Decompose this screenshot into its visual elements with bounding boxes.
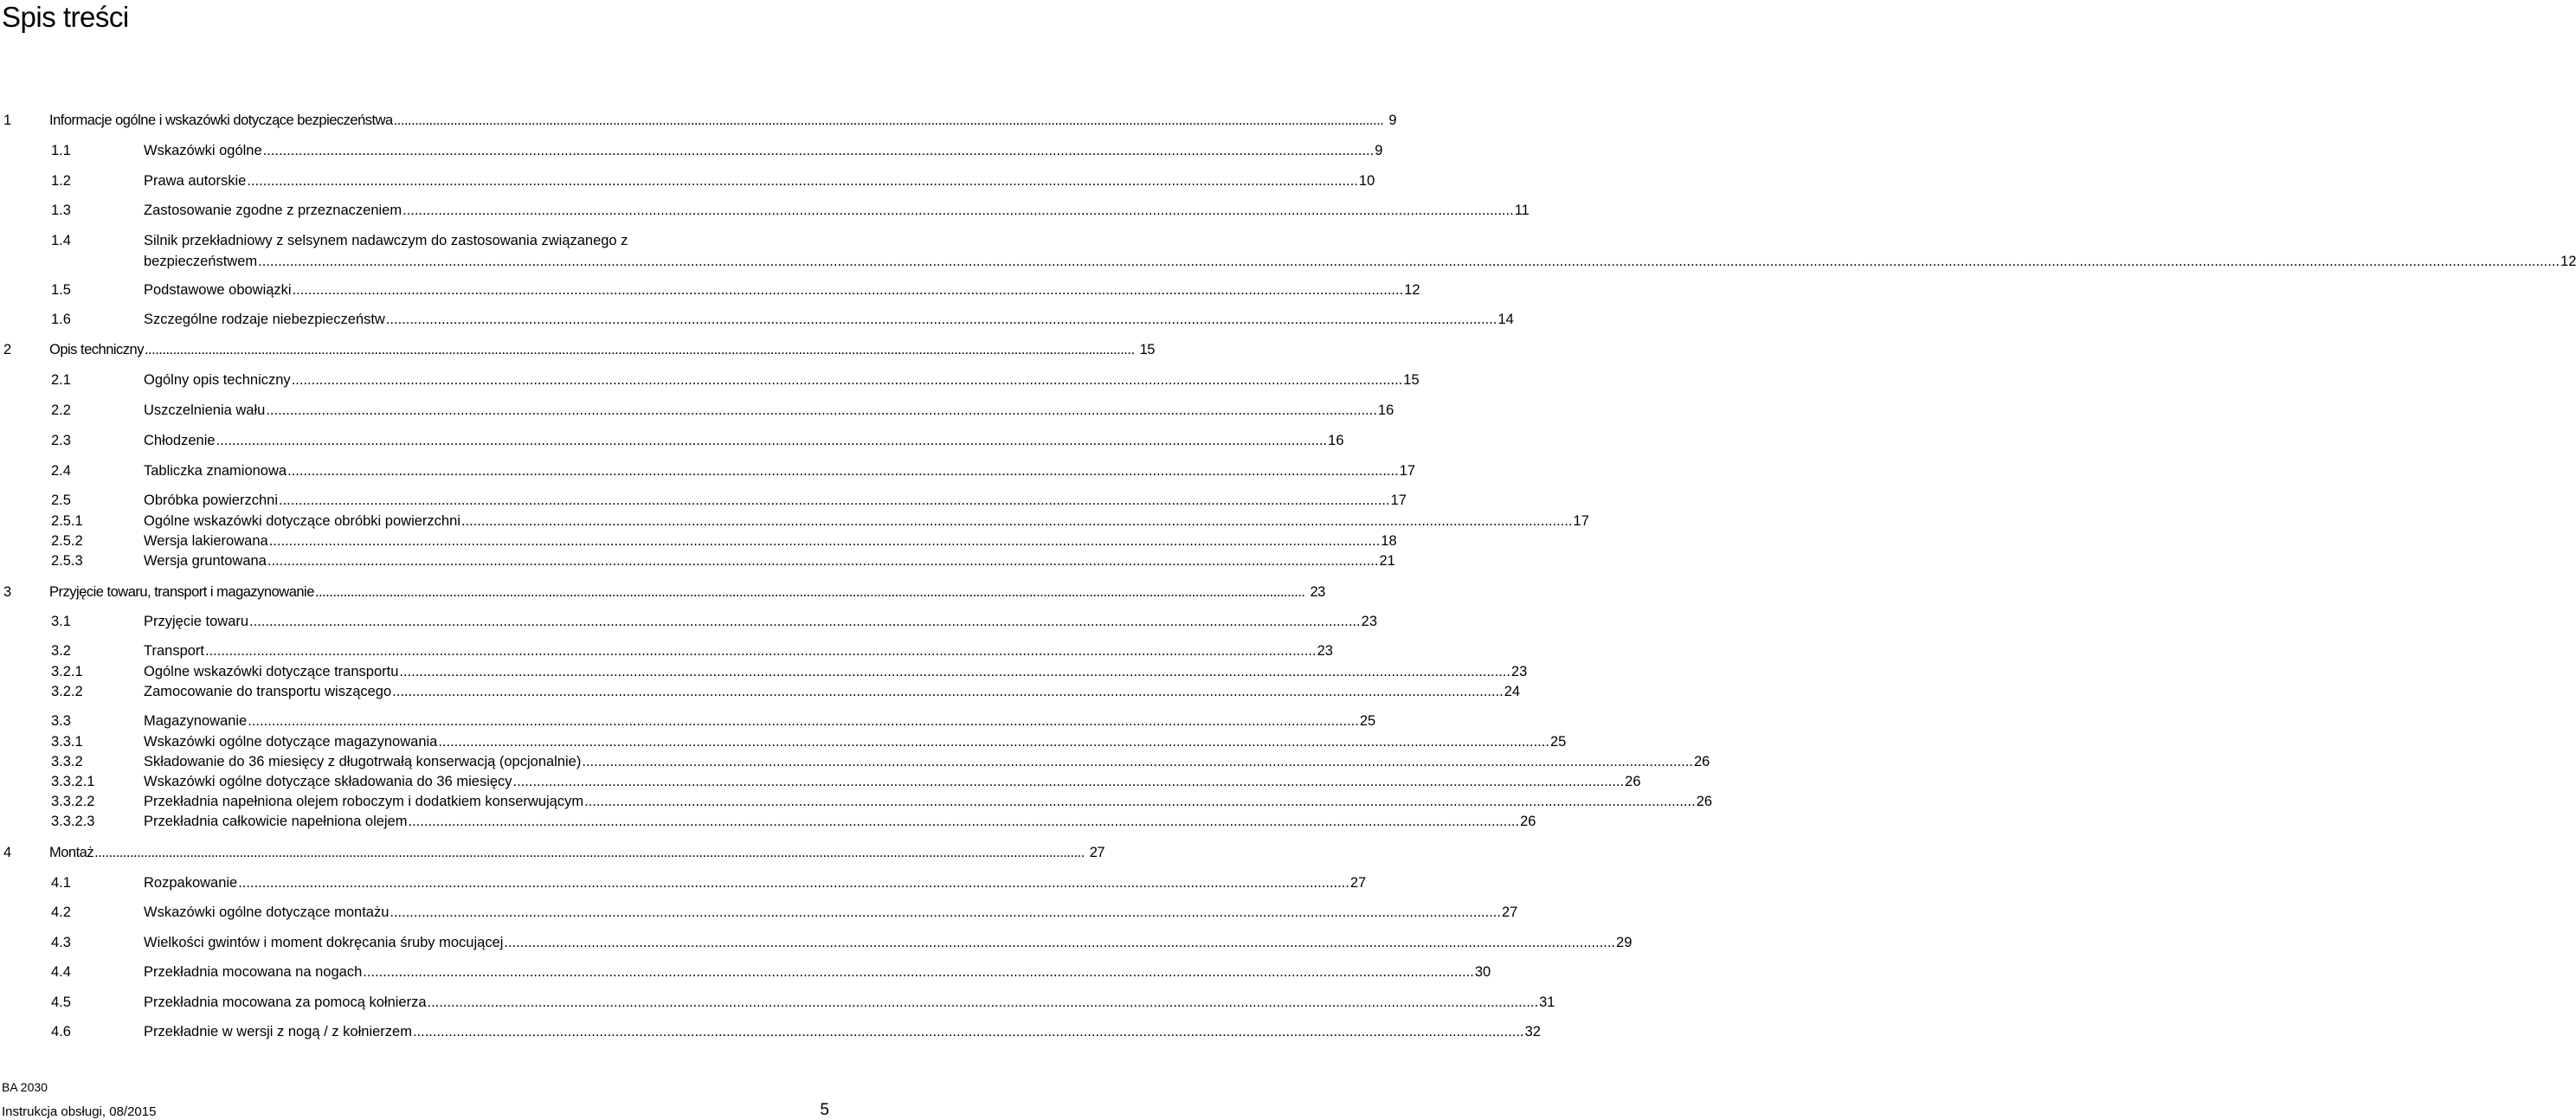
toc-entry-3-2-1[interactable] (0, 661, 1528, 682)
toc-title: Wskazówki ogólne (144, 143, 262, 158)
toc-title: Magazynowanie (144, 713, 248, 729)
toc-number: 1 (3, 113, 11, 128)
toc-title: Szczególne rodzaje niebezpieczeństw (144, 312, 385, 327)
toc-number: 1.4 (51, 233, 71, 248)
toc-number: 4.4 (51, 964, 71, 980)
toc-page: 23 (1510, 664, 1528, 679)
toc-page: 17 (1390, 492, 1407, 508)
toc-page: 30 (1474, 964, 1491, 980)
toc-title: Przekładnia mocowana na nogach (144, 964, 363, 980)
toc-title-line2: bezpieczeństwem (144, 254, 258, 269)
toc-entry-1-4[interactable]: 1.4 Silnik przekładniowy z selsynem nadawczym do zastosowania związanego z bezpieczeństwem ............................................................................................................................................................................................................................................................................................................ ..... 12 (0, 230, 831, 272)
toc-number: 3.3.2.1 (51, 774, 95, 789)
toc-title: Ogólne wskazówki dotyczące transportu (144, 664, 399, 679)
toc-entry-2-5-3[interactable] (0, 550, 1395, 571)
toc-title: Transport (144, 643, 204, 659)
toc-page: 32 (1524, 1024, 1541, 1040)
toc-entry-1-1[interactable] (0, 140, 1383, 161)
toc-title: Przekładnia całkowicie napełniona olejem (144, 814, 408, 829)
toc-number: 3.3 (51, 713, 71, 729)
toc-number: 2.5.1 (51, 513, 83, 529)
toc-number: 2.3 (51, 433, 71, 448)
toc-page: 16 (1377, 402, 1394, 418)
toc-title: Przyjęcie towaru, transport i magazynowanie (49, 584, 314, 600)
toc-page: 17 (1573, 513, 1589, 529)
toc-entry-3-3-2-1[interactable] (0, 771, 1641, 792)
toc-number: 4 (3, 845, 11, 860)
toc-page: 24 (1504, 684, 1521, 699)
toc-title: Przekładnia napełniona olejem roboczym i dodatkiem konserwującym (144, 794, 584, 809)
toc-page: 10 (1358, 173, 1375, 189)
toc-number: 2.5.2 (51, 533, 83, 549)
toc-entry-1-3[interactable] (0, 200, 1530, 221)
toc-page: 26 (1520, 814, 1536, 829)
toc-entry-1-5[interactable] (0, 280, 1420, 300)
toc-page: 27 (1501, 904, 1518, 920)
toc-title: Wskazówki ogólne dotyczące montażu (144, 904, 390, 920)
toc-page: 31 (1539, 994, 1555, 1010)
toc-number: 3.3.1 (51, 734, 83, 750)
toc-entry-2-5[interactable] (0, 490, 1407, 511)
toc-entry-2-4[interactable] (0, 460, 1416, 481)
footer-page-number: 5 (820, 1101, 829, 1119)
toc-entry-4-5[interactable] (0, 992, 1555, 1013)
toc-number: 1.6 (51, 312, 71, 327)
toc-title: Rozpakowanie (144, 875, 238, 891)
toc-title: Przekładnia mocowana za pomocą kołnierza (144, 994, 427, 1010)
toc-title: Obróbka powierzchni (144, 492, 278, 508)
toc-entry-4-4[interactable] (0, 962, 1491, 982)
toc-number: 2.1 (51, 372, 71, 388)
toc-entry-3-3[interactable] (0, 711, 1376, 731)
footer-doc-title: Instrukcja obsługi, 08/2015 (2, 1104, 157, 1119)
toc-page: 14 (1497, 312, 1514, 327)
toc-title: Zastosowanie zgodne z przeznaczeniem (144, 203, 402, 218)
toc-entry-2-5-2[interactable] (0, 531, 1397, 551)
toc-title: Opis techniczny (49, 342, 144, 357)
toc-page: 23 (1361, 614, 1377, 629)
toc-title: Prawa autorskie (144, 173, 247, 189)
toc-title: Ogólny opis techniczny (144, 372, 291, 388)
toc-page: 18 (1381, 533, 1397, 549)
toc-page: 12 (1404, 282, 1420, 298)
toc-entry-2-1[interactable] (0, 370, 1420, 390)
toc-entry-4-2[interactable] (0, 902, 1518, 923)
toc-title: Tabliczka znamionowa (144, 463, 287, 479)
toc-page: 26 (1625, 774, 1641, 789)
toc-page: 27 (1089, 845, 1105, 860)
toc-entry-3-3-2[interactable] (0, 751, 1710, 772)
page-title: Spis treści (2, 1, 129, 33)
toc-title: Wielkości gwintów i moment dokręcania śruby mocującej (144, 935, 504, 950)
toc-number: 2.4 (51, 463, 71, 479)
toc-page: 11 (1514, 203, 1530, 218)
toc-number: 4.1 (51, 875, 71, 891)
toc-page: 26 (1693, 754, 1710, 769)
toc-page: 12 (2560, 254, 2576, 269)
toc-page: 25 (1549, 734, 1567, 750)
toc-entry-2-5-1[interactable] (0, 511, 1589, 531)
toc-entry-2-2[interactable] (0, 400, 1394, 421)
toc-title: Przyjęcie towaru (144, 614, 249, 629)
toc-number: 3.2.2 (51, 684, 83, 699)
toc-title: Zamocowanie do transportu wiszącego (144, 684, 392, 699)
toc-page: 23 (1310, 584, 1325, 600)
toc-title: Przekładnie w wersji z nogą / z kołnierzem (144, 1024, 412, 1040)
toc-number: 4.5 (51, 994, 71, 1010)
toc-entry-3-2-2[interactable] (0, 681, 1521, 702)
toc-page: 21 (1379, 553, 1395, 569)
toc-page: 29 (1616, 935, 1633, 950)
toc-page: 15 (1403, 372, 1420, 388)
toc-title: Ogólne wskazówki dotyczące obróbki powierzchni (144, 513, 460, 529)
toc-page: 25 (1359, 713, 1376, 729)
toc-number: 1.2 (51, 173, 71, 189)
toc-number: 4.3 (51, 935, 71, 950)
toc-title: Podstawowe obowiązki (144, 282, 292, 298)
toc-number: 3.3.2 (51, 754, 83, 769)
toc-page: 15 (1139, 342, 1155, 357)
toc-page: 9 (1388, 113, 1396, 128)
toc-title: Wersja gruntowana (144, 553, 267, 569)
toc-page: 26 (1696, 794, 1713, 809)
toc-page: 16 (1328, 433, 1344, 448)
toc-number: 1.5 (51, 282, 71, 298)
toc-entry-4[interactable] (0, 842, 1105, 863)
toc-number: 3 (3, 584, 11, 600)
toc-number: 4.2 (51, 904, 71, 920)
toc-entry-2[interactable] (0, 339, 1155, 360)
toc-number: 1.3 (51, 203, 71, 218)
footer-doc-code: BA 2030 (2, 1080, 48, 1094)
toc-number: 2.5 (51, 492, 71, 508)
toc-number: 3.2.1 (51, 664, 83, 679)
toc-entry-3-2[interactable] (0, 640, 1333, 661)
toc-title: Montaż (49, 845, 94, 860)
toc-page: 23 (1317, 643, 1333, 659)
toc-entry-2-3[interactable] (0, 430, 1344, 451)
toc-page: 17 (1399, 463, 1416, 479)
toc-title: Wskazówki ogólne dotyczące składowania do 36 miesięcy (144, 774, 512, 789)
toc-entry-3-3-2-2[interactable] (0, 791, 1713, 812)
toc-number: 1.1 (51, 143, 71, 158)
toc-number: 3.3.2.3 (51, 814, 95, 829)
toc-page: 27 (1349, 875, 1367, 891)
toc-entry-3-1[interactable] (0, 611, 1377, 632)
toc-title-line1: Silnik przekładniowy z selsynem nadawczym do zastosowania związanego z (144, 233, 628, 248)
toc-entry-4-6[interactable] (0, 1021, 1541, 1042)
toc-title: Wersja lakierowana (144, 533, 268, 549)
toc-entry-1-2[interactable] (0, 171, 1375, 191)
toc-title: Uszczelnienia wału (144, 402, 266, 418)
toc-entry-3[interactable] (0, 582, 1325, 602)
toc-title: Chłodzenie (144, 433, 216, 448)
toc-entry-4-1[interactable] (0, 872, 1367, 893)
toc-number: 4.6 (51, 1024, 71, 1040)
toc-number: 2.5.3 (51, 553, 83, 569)
toc-page: 9 (1375, 143, 1383, 158)
toc-number: 3.1 (51, 614, 71, 629)
toc-entry-4-3[interactable] (0, 932, 1633, 953)
toc-title: Składowanie do 36 miesięcy z długotrwałą konserwacją (opcjonalnie) (144, 754, 582, 769)
toc-entry-3-3-1[interactable] (0, 731, 1567, 752)
toc-entry-1-6[interactable] (0, 309, 1514, 330)
toc-entry-3-3-2-3[interactable] (0, 811, 1536, 832)
toc-number: 3.3.2.2 (51, 794, 95, 809)
toc-number: 2.2 (51, 402, 71, 418)
toc-title: Informacje ogólne i wskazówki dotyczące bezpieczeństwa (49, 113, 393, 128)
toc-number: 2 (3, 342, 11, 357)
toc-number: 3.2 (51, 643, 71, 659)
toc-title: Wskazówki ogólne dotyczące magazynowania (144, 734, 438, 750)
toc-entry-1[interactable] (0, 110, 1396, 131)
